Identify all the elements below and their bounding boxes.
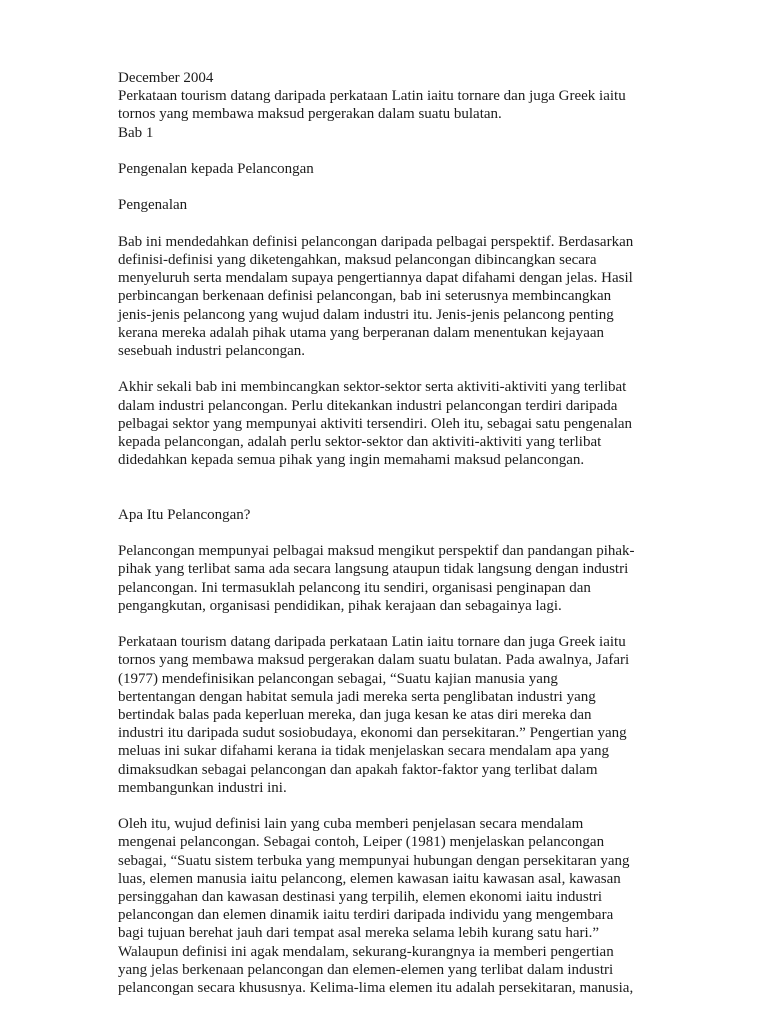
paragraph-line: pengangkutan, organisasi pendidikan, pihak kerajaan dan sebagainya lagi. <box>118 597 562 614</box>
paragraph-line: Pelancongan mempunyai pelbagai maksud mengikut perspektif dan pandangan pihak- <box>118 543 635 560</box>
paragraph-5 <box>118 815 678 997</box>
paragraph-line: sesebuah industri pelancongan. <box>118 343 306 359</box>
paragraph-line: definisi-definisi yang diketengahkan, maksud pelancongan dibincangkan secara <box>118 251 597 268</box>
intro-line: tornos yang membawa maksud pergerakan dalam suatu bulatan. <box>118 106 502 123</box>
paragraph-line: luas, elemen manusia iaitu pelancong, elemen kawasan iaitu kawasan asal, kawasan <box>118 870 621 887</box>
paragraph-line: bertentangan dengan habitat semula jadi mereka serta penglibatan industri yang <box>118 688 596 705</box>
paragraph-line: membangunkan industri ini. <box>118 779 287 796</box>
section-heading-2: Apa Itu Pelancongan? <box>118 506 251 523</box>
paragraph-line: bagi tujuan berehat jauh dari tempat asal mereka selama lebih kurang satu hari.” <box>118 925 600 942</box>
paragraph-line: bertindak balas pada keperluan mereka, dan juga kesan ke atas diri mereka dan <box>118 707 592 723</box>
paragraph-line: pelancongan secara khususnya. Kelima-lima elemen itu adalah persekitaran, manusia, <box>118 980 634 997</box>
paragraph-line: tornos yang membawa maksud pergerakan dalam suatu bulatan. Pada awalnya, Jafari <box>118 652 630 669</box>
document-body <box>118 69 678 997</box>
paragraph-line: persinggahan dan kawasan destinasi yang terpilih, elemen ekonomi iaitu industri <box>118 889 603 906</box>
paragraph-line: pelancongan. Ini termasuklah pelancong itu sendiri, organisasi penginapan dan <box>118 579 591 596</box>
paragraph-line: Walaupun definisi ini agak mendalam, sekurang-kurangnya ia memberi pengertian <box>118 943 614 960</box>
paragraph-line: jenis-jenis pelancong yang wujud dalam industri itu. Jenis-jenis pelancong penting <box>118 306 614 323</box>
paragraph-line: dimaksudkan sebagai pelancongan dan apakah faktor-faktor yang terlibat dalam <box>118 761 598 778</box>
paragraph-line: didedahkan kepada semua pihak yang ingin memahami maksud pelancongan. <box>118 452 585 469</box>
paragraph-line: industri itu daripada sudut sosiobudaya, ekonomi dan persekitaran.” Pengertian yang <box>118 725 627 742</box>
paragraph-line: yang jelas berkenaan pelancongan dan elemen-elemen yang terlibat dalam industri <box>118 961 614 978</box>
paragraph-line: Akhir sekali bab ini membincangkan sektor-sektor serta aktiviti-aktiviti yang terlibat <box>118 379 627 396</box>
paragraph-3 <box>118 542 678 615</box>
paragraph-2 <box>118 378 678 469</box>
paragraph-line: Bab ini mendedahkan definisi pelancongan daripada pelbagai perspektif. Berdasarkan <box>118 233 634 250</box>
paragraph-line: sebagai, “Suatu sistem terbuka yang mempunyai hubungan dengan persekitaran yang <box>118 852 630 869</box>
paragraph-1 <box>118 233 678 360</box>
chapter-label: Bab 1 <box>118 124 154 141</box>
paragraph-line: kepada pelancongan, adalah perlu sektor-sektor dan aktiviti-aktiviti yang terlibat <box>118 434 602 450</box>
paragraph-line: menyeluruh serta mendalam supaya pengertiannya dapat difahami dengan jelas. Hasil <box>118 270 633 287</box>
document-date: December 2004 <box>118 70 214 86</box>
intro-line: Perkataan tourism datang daripada perkataan Latin iaitu tornare dan juga Greek iaitu <box>118 88 626 105</box>
paragraph-line: Oleh itu, wujud definisi lain yang cuba memberi penjelasan secara mendalam <box>118 816 584 833</box>
paragraph-line: pelancongan dan elemen dinamik iaitu terdiri daripada individu yang mengembara <box>118 907 614 924</box>
section-heading: Pengenalan <box>118 197 188 214</box>
paragraph-line: pelbagai sektor yang mempunyai aktiviti tersendiri. Oleh itu, sebagai satu pengenalan <box>118 415 633 432</box>
paragraph-line: (1977) mendefinisikan pelancongan sebagai, “Suatu kajian manusia yang <box>118 670 558 687</box>
chapter-title: Pengenalan kepada Pelancongan <box>118 161 314 177</box>
paragraph-line: Perkataan tourism datang daripada perkataan Latin iaitu tornare dan juga Greek iaitu <box>118 634 626 651</box>
paragraph-line: meluas ini sukar difahami kerana ia tidak menjelaskan secara mendalam apa yang <box>118 743 610 760</box>
paragraph-line: kerana mereka adalah pihak utama yang berperanan dalam menentukan kejayaan <box>118 324 605 341</box>
paragraph-4 <box>118 633 678 797</box>
paragraph-line: dalam industri pelancongan. Perlu ditekankan industri pelancongan terdiri daripada <box>118 397 618 414</box>
paragraph-line: pihak yang terlibat sama ada secara langsung ataupun tidak langsung dengan industri <box>118 561 629 578</box>
intro-paragraph <box>118 87 678 123</box>
paragraph-line: perbincangan berkenaan definisi pelancongan, bab ini seterusnya membincangkan <box>118 288 612 305</box>
paragraph-line: mengenai pelancongan. Sebagai contoh, Leiper (1981) menjelaskan pelancongan <box>118 834 605 851</box>
